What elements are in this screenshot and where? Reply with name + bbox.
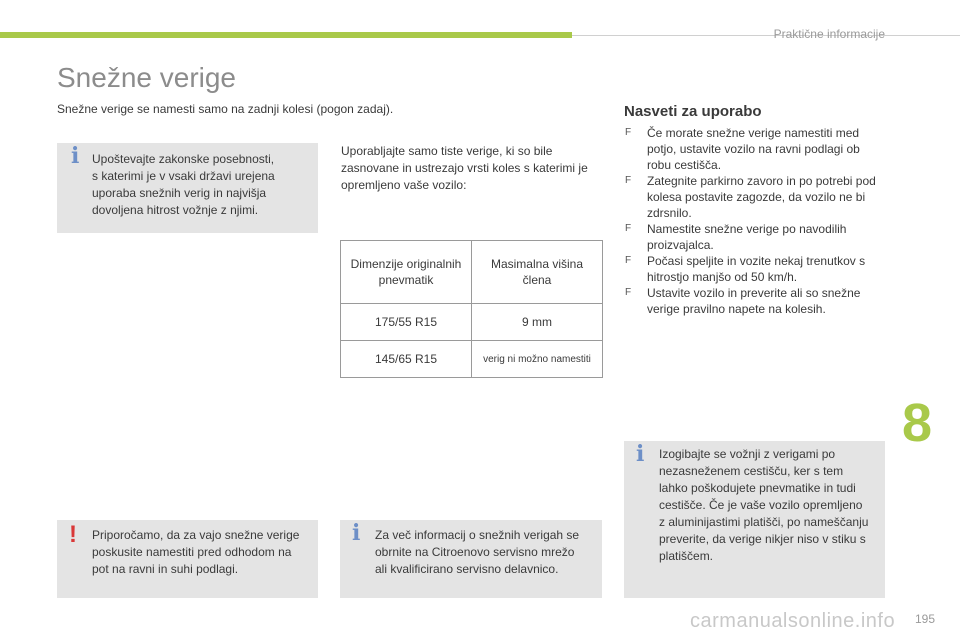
bullet-icon: F — [625, 287, 632, 298]
table-cell: 175/55 R15 — [341, 304, 472, 341]
info-box-road-damage-text: Izogibajte se vožnji z verigami po nezasneženem cestišču, ker s tem lahko poškodujete pnevmatike in tudi cestišče. Če je vaše vozilo opremljeno z aluminijastimi platišči, po nameščanju preverite, da verige nikjer niso v stiku s platiščem. — [659, 447, 869, 563]
info-box-legal — [57, 143, 318, 233]
info-box-service — [340, 520, 602, 598]
tips-list — [624, 125, 886, 317]
chain-usage-text: Uporabljajte samo tiste verige, ki so bile zasnovane in ustrezajo vrsti koles s katerimi je opremljeno vaše vozilo: — [341, 144, 588, 192]
table-cell: 145/65 R15 — [341, 341, 472, 378]
table-row — [341, 341, 603, 378]
bullet-icon: F — [625, 223, 632, 234]
tyre-dimension-table — [340, 240, 603, 378]
table-cell: 9 mm — [472, 304, 603, 341]
list-item: F Namestite snežne verige po navodilih proizvajalca. — [625, 222, 847, 252]
bullet-icon: F — [625, 175, 632, 186]
list-item: F Zategnite parkirno zavoro in po potrebi pod kolesa postavite zagozde, da vozilo ne bi zdrsnilo. — [625, 174, 876, 220]
bullet-icon: F — [625, 255, 632, 266]
list-item: F Počasi speljite in vozite nekaj trenutkov s hitrostjo manjšo od 50 km/h. — [625, 254, 866, 284]
info-box-road-damage — [624, 441, 885, 598]
info-icon: i — [71, 143, 80, 169]
header-rule — [572, 35, 960, 36]
info-icon: i — [636, 441, 645, 467]
bullet-icon: F — [625, 127, 632, 138]
page-number: 195 — [915, 612, 936, 626]
intro-text: Snežne verige se namesti samo na zadnji kolesi (pogon zadaj). — [57, 102, 394, 116]
info-box-legal-text: Upoštevajte zakonske posebnosti, s katerimi je v vsaki državi urejena uporaba snežnih verig in najvišja dovoljena hitrost vožnje z njimi. — [92, 152, 275, 217]
info-box-service-text: Za več informacij o snežnih verigah se obrnite na Citroenovo servisno mrežo ali kvalificirano servisno delavnico. — [375, 528, 580, 576]
section-name: Praktične informacije — [773, 27, 885, 41]
header-accent-bar — [0, 32, 572, 38]
table-header-cell: Masimalna višina člena — [472, 241, 603, 304]
list-item: F Če morate snežne verige namestiti med potjo, ustavite vozilo na ravni podlagi ob robu cestišča. — [625, 126, 860, 172]
table-header-cell: Dimenzije originalnih pnevmatik — [341, 241, 472, 304]
watermark: carmanualsonline.info — [690, 610, 896, 632]
page-title: Snežne verige — [57, 62, 237, 93]
warning-box-practice — [57, 520, 318, 598]
table-row — [341, 304, 603, 341]
info-icon: i — [352, 520, 361, 546]
table-header-row — [341, 241, 603, 304]
table-cell: verig ni možno namestiti — [472, 341, 603, 378]
tips-title: Nasveti za uporabo — [624, 103, 762, 120]
chapter-number: 8 — [902, 393, 933, 453]
list-item: F Ustavite vozilo in preverite ali so snežne verige pravilno napete na kolesih. — [625, 286, 861, 316]
warning-box-text: Priporočamo, da za vajo snežne verige poskusite namestiti pred odhodom na pot na ravni in suhi podlagi. — [92, 528, 300, 576]
warning-icon: ! — [69, 521, 77, 548]
